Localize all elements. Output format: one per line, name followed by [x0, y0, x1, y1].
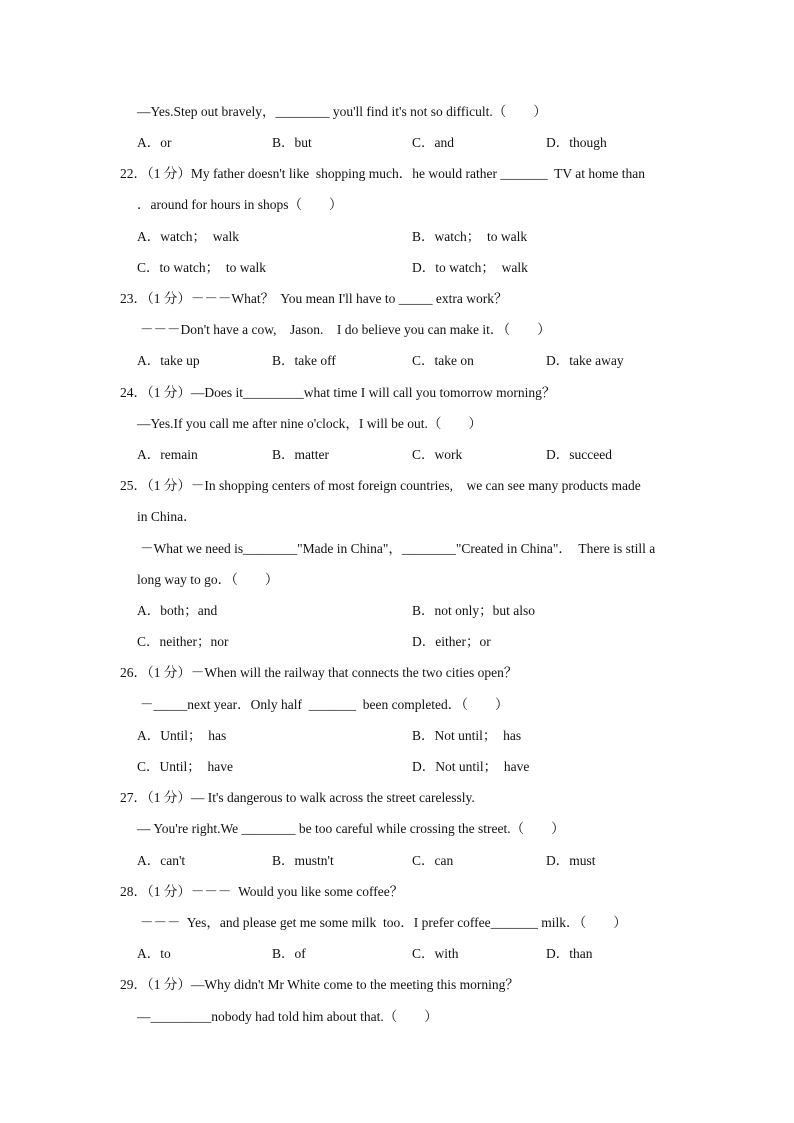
q22-option-a[interactable]: A．watch； walk	[137, 229, 239, 244]
q25-stem-line3: －What we need is________"Made in China"，________"Created in China"． There is still a	[140, 541, 656, 556]
q21-option-a[interactable]: A．or	[137, 135, 172, 150]
q22-option-c[interactable]: C．to watch； to walk	[137, 260, 266, 275]
q29-stem-line2: —_________nobody had told him about that.（ ）	[137, 1009, 438, 1024]
q24-stem-line2: —Yes.If you call me after nine o'clock，I will be out.（ ）	[137, 416, 482, 431]
q28-option-d[interactable]: D．than	[546, 946, 593, 961]
q24-option-b[interactable]: B．matter	[272, 447, 329, 462]
q22-option-b[interactable]: B．watch； to walk	[412, 229, 528, 244]
q25-option-c[interactable]: C．neither；nor	[137, 634, 229, 649]
q27-option-d[interactable]: D．must	[546, 853, 596, 868]
q26-option-d[interactable]: D．Not until； have	[412, 759, 530, 774]
q25-stem-line4: long way to go．（ ）	[137, 572, 279, 587]
q26-option-a[interactable]: A．Until； has	[137, 728, 227, 743]
q28-option-a[interactable]: A．to	[137, 946, 171, 961]
q25-option-a[interactable]: A．both；and	[137, 603, 218, 618]
q28-stem-line1: 28．（1 分）－－－ Would you like some coffee？	[120, 884, 404, 899]
q21-answer-line: —Yes.Step out bravely，________ you'll find it's not so difficult.（ ）	[137, 104, 547, 119]
q23-option-c[interactable]: C．take on	[412, 353, 474, 368]
q25-option-b[interactable]: B．not only；but also	[412, 603, 536, 618]
q23-option-b[interactable]: B．take off	[272, 353, 336, 368]
q28-option-b[interactable]: B．of	[272, 946, 306, 961]
q28-option-c[interactable]: C．with	[412, 946, 459, 961]
q27-option-b[interactable]: B．mustn't	[272, 853, 334, 868]
q26-stem-line1: 26．（1 分）－When will the railway that connects the two cities open？	[120, 665, 518, 680]
q22-stem-line2: ．around for hours in shops（ ）	[137, 197, 343, 212]
q28-stem-line2: －－－ Yes，and please get me some milk too．I prefer coffee_______ milk．（ ）	[140, 915, 627, 930]
q23-stem-line2: －－－Don't have a cow, Jason. I do believe you can make it．（ ）	[140, 322, 551, 337]
q29-stem-line1: 29．（1 分）—Why didn't Mr White come to the meeting this morning？	[120, 977, 519, 992]
q27-option-c[interactable]: C．can	[412, 853, 454, 868]
q26-option-c[interactable]: C．Until； have	[137, 759, 233, 774]
q27-option-a[interactable]: A．can't	[137, 853, 186, 868]
q22-option-d[interactable]: D．to watch； walk	[412, 260, 528, 275]
q22-stem-line1: 22．（1 分）My father doesn't like shopping much．he would rather _______ TV at home than	[120, 166, 645, 181]
q26-option-b[interactable]: B．Not until； has	[412, 728, 522, 743]
q23-stem-line1: 23．（1 分）－－－What？ You mean I'll have to _____ extra work？	[120, 291, 508, 306]
q23-option-a[interactable]: A．take up	[137, 353, 200, 368]
q26-stem-line2: －_____next year．Only half _______ been completed．（ ）	[140, 697, 509, 712]
q25-stem-line2: in China．	[137, 509, 197, 524]
q25-stem-line1: 25．（1 分）－In shopping centers of most foreign countries, we can see many products made	[120, 478, 641, 493]
q21-option-b[interactable]: B．but	[272, 135, 312, 150]
q21-option-c[interactable]: C．and	[412, 135, 454, 150]
q27-stem-line1: 27．（1 分）— It's dangerous to walk across the street carelessly.	[120, 790, 475, 805]
q24-option-d[interactable]: D．succeed	[546, 447, 612, 462]
q27-stem-line2: — You're right.We ________ be too careful while crossing the street.（ ）	[137, 821, 565, 836]
q23-option-d[interactable]: D．take away	[546, 353, 624, 368]
q24-stem-line1: 24．（1 分）—Does it_________what time I will call you tomorrow morning？	[120, 385, 556, 400]
q24-option-a[interactable]: A．remain	[137, 447, 198, 462]
q25-option-d[interactable]: D．either；or	[412, 634, 491, 649]
q21-option-d[interactable]: D．though	[546, 135, 607, 150]
q24-option-c[interactable]: C．work	[412, 447, 463, 462]
